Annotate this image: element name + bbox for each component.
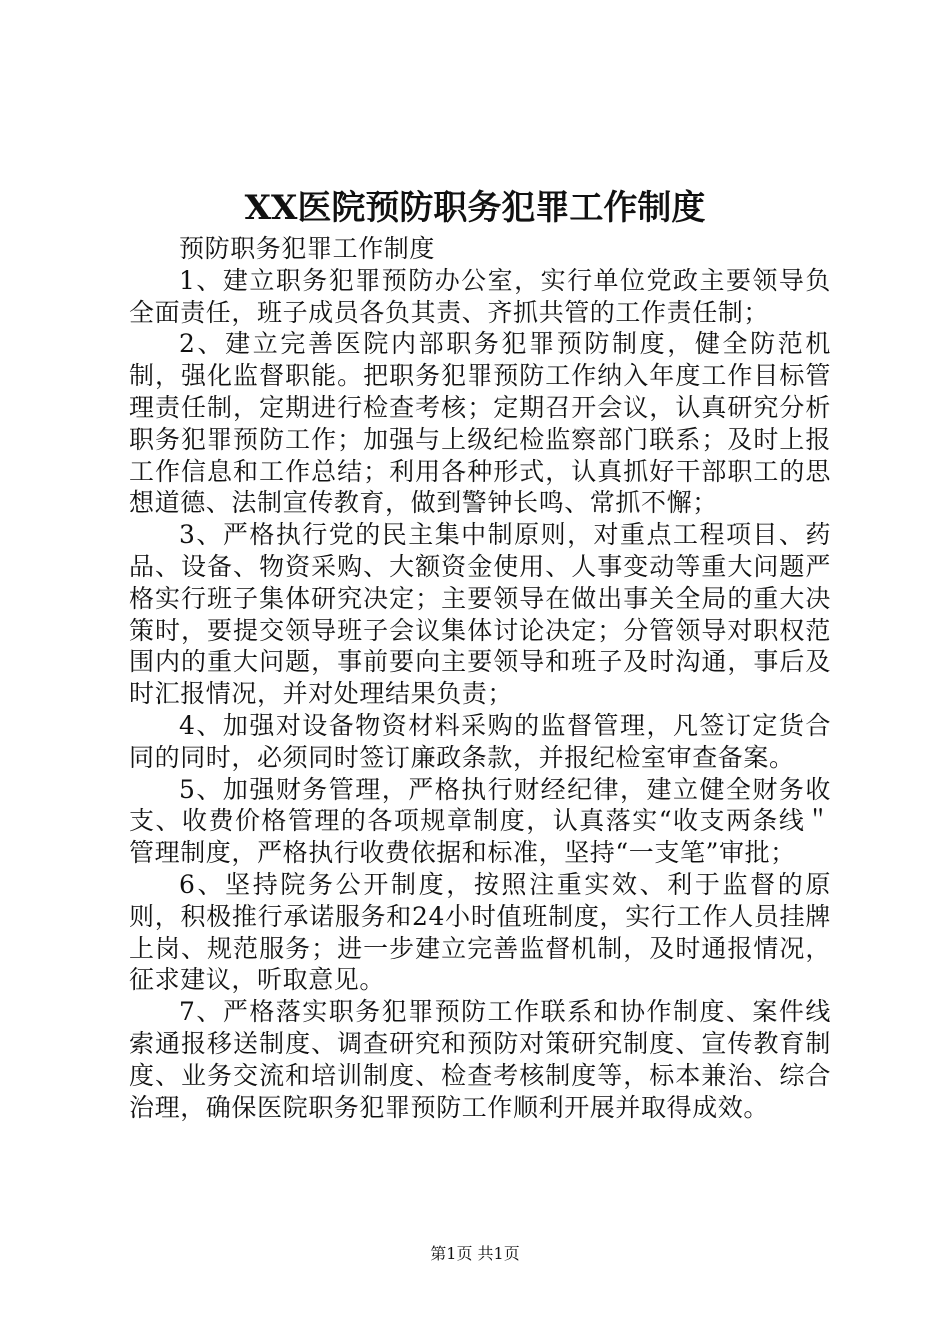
- paragraph-1: 1、建立职务犯罪预防办公室，实行单位党政主要领导负全面责任，班子成员各负其责、齐抓共管的工作责任制；: [129, 265, 831, 327]
- page-number-footer: 第1页 共1页: [430, 1244, 520, 1263]
- document-subtitle: 预防职务犯罪工作制度: [179, 234, 436, 263]
- document-body: [129, 233, 831, 1123]
- document-title: XX医院预防职务犯罪工作制度: [244, 188, 706, 228]
- paragraph-6: 6、坚持院务公开制度，按照注重实效、利于监督的原则，积极推行承诺服务和24小时值班制度，实行工作人员挂牌上岗、规范服务；进一步建立完善监督机制，及时通报情况，征求建议，听取意见。: [129, 869, 831, 995]
- paragraph-3: 3、严格执行党的民主集中制原则，对重点工程项目、药品、设备、物资采购、大额资金使用、人事变动等重大问题严格实行班子集体研究决定；主要领导在做出事关全局的重大决策时，要提交领导班子会议集体讨论决定；分管领导对职权范围内的重大问题，事前要向主要领导和班子及时沟通，事后及时汇报情况，并对处理结果负责；: [129, 520, 831, 709]
- paragraph-4: 4、加强对设备物资材料采购的监督管理，凡签订定货合同的同时，必须同时签订廉政条款，并报纪检室审查备案。: [129, 710, 831, 772]
- paragraph-7: 7、严格落实职务犯罪预防工作联系和协作制度、案件线索通报移送制度、调查研究和预防对策研究制度、宣传教育制度、业务交流和培训制度、检查考核制度等，标本兼治、综合治理，确保医院职务犯罪预防工作顺利开展并取得成效。: [129, 997, 831, 1122]
- paragraph-2: 2、建立完善医院内部职务犯罪预防制度，健全防范机制，强化监督职能。把职务犯罪预防工作纳入年度工作目标管理责任制，定期进行检查考核；定期召开会议，认真研究分析职务犯罪预防工作；加强与上级纪检监察部门联系；及时上报工作信息和工作总结；利用各种形式，认真抓好干部职工的思想道德、法制宣传教育，做到警钟长鸣、常抓不懈；: [129, 329, 831, 518]
- paragraph-5: 5、加强财务管理，严格执行财经纪律，建立健全财务收支、收费价格管理的各项规章制度，认真落实“收支两条线＂管理制度，严格执行收费依据和标准，坚持“一支笔”审批；: [129, 774, 831, 868]
